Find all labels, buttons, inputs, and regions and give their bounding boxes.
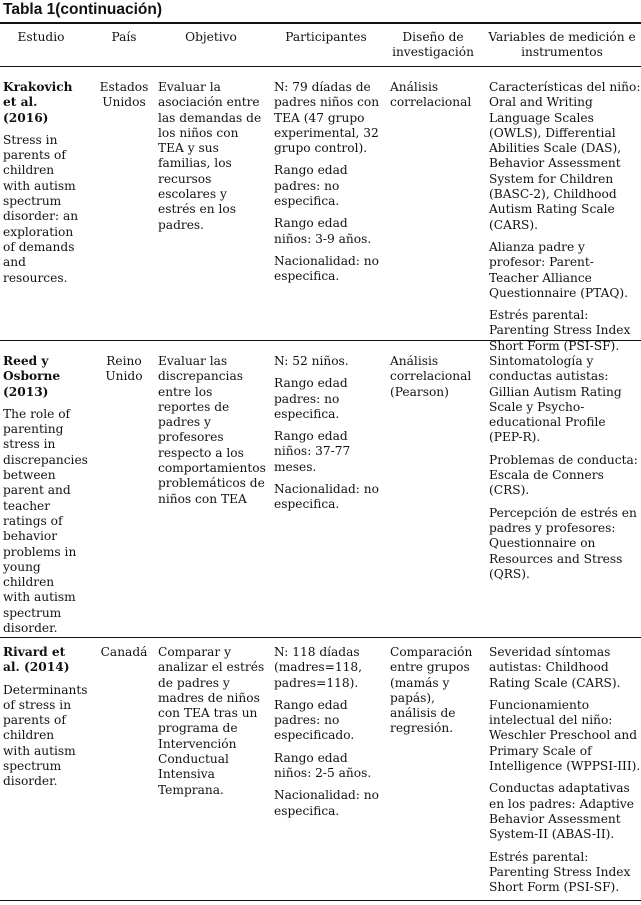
row1-objetivo (158, 80, 268, 240)
table-caption (3, 0, 162, 19)
top-rule (0, 22, 641, 24)
row3-diseno (390, 645, 480, 744)
header-rule (0, 66, 641, 67)
row2-var-3: Percepción de estrés en padres y profesores: Questionnaire on Resources and Stress (QRS). (489, 505, 637, 581)
row2-author: Reed y Osborne (2013) (3, 354, 61, 399)
row3-part-nacionalidad: Nacionalidad: no especifica. (274, 788, 379, 818)
header-variables: Variables de medición e instrumentos (488, 30, 636, 60)
header-pais: País (111, 30, 137, 44)
row1-author: Krakovich et al. (2016) (3, 80, 73, 125)
row1-diseno (390, 80, 480, 118)
row1-estudio (3, 80, 85, 293)
row3-title: Determinants of stress in parents of children with autism spectrum disorder. (3, 682, 88, 789)
header-diseno: Diseño de investigación (392, 30, 474, 60)
row2-diseno (390, 354, 480, 407)
row2-part-edad-padres: Rango edad padres: no especifica. (274, 376, 348, 421)
row2-objetivo (158, 354, 268, 514)
caption-suffix: (continuación) (55, 1, 163, 18)
row3-var-2: Funcionamiento intelectual del niño: Weschler Preschool and Primary Scale of Intelligence (WPPSI-III). (489, 697, 641, 774)
row3-participantes (274, 645, 382, 826)
row3-var-4: Estrés parental: Parenting Stress Index Short Form (PSI-SF). (489, 849, 631, 895)
row1-part-edad-padres: Rango edad padres: no especifica. (274, 163, 348, 209)
header-participantes: Participantes (285, 30, 367, 44)
row2-diseno-text: Análisis correlacional (Pearson) (390, 354, 472, 399)
row3-variables (489, 645, 641, 902)
row2-pais (96, 354, 152, 392)
row1-var-3: Estrés parental: Parenting Stress Index Short Form (PSI-SF). (489, 308, 631, 353)
row2-variables (489, 354, 641, 589)
caption-label: Tabla 1 (3, 1, 56, 18)
row3-part-n: N: 118 díadas (madres=118, padres=118). (274, 645, 363, 690)
row3-part-edad-ninos: Rango edad niños: 2-5 años. (274, 750, 372, 781)
row3-var-3: Conductas adaptativas en los padres: Adaptive Behavior Assessment System-II (ABAS-II). (489, 781, 635, 842)
row1-pais (96, 80, 152, 118)
row2-estudio (3, 354, 88, 643)
row2-participantes (274, 354, 382, 520)
row2-part-edad-ninos: Rango edad niños: 37-77 meses. (274, 429, 351, 474)
row2-var-2: Problemas de conducta: Escala de Conners (CRS). (489, 452, 638, 498)
row1-part-n: N: 79 díadas de padres niños con TEA (47 grupo experimental, 32 grupo control). (274, 80, 380, 156)
row3-objetivo-text: Comparar y analizar el estrés de padres y madres de niños con TEA tras un programa de Intervención Conductual Intensiva Temprana. (158, 645, 265, 797)
row1-var-1: Características del niño: Oral and Writing Language Scales (OWLS), Differential Abilities Scale (DAS), Behavior Assessment System for Children (BASC-2), Childhood Autism Rating Scale (CARS). (489, 80, 641, 232)
row1-variables (489, 80, 641, 361)
row1-title: Stress in parents of children with autism spectrum disorder: an exploration of demands and resources. (3, 132, 79, 285)
row3-estudio (3, 645, 88, 797)
row2-part-nacionalidad: Nacionalidad: no especifica. (274, 482, 379, 512)
row2-part-n: N: 52 niños. (274, 354, 349, 368)
row1-objetivo-text: Evaluar la asociación entre las demandas de los niños con TEA y sus familias, los recursos escolares y estrés en los padres. (158, 80, 262, 232)
row3-diseno-text: Comparación entre grupos (mamás y papás), análisis de regresión. (390, 645, 473, 736)
row1-diseno-text: Análisis correlacional (390, 80, 472, 110)
row1-var-2: Alianza padre y profesor: Parent-Teacher Alliance Questionnaire (PTAQ). (489, 239, 629, 300)
row1-participantes (274, 80, 382, 292)
row2-var-1: Sintomatología y conductas autistas: Gillian Autism Rating Scale y Psycho-educational Profile (PEP-R). (489, 354, 622, 445)
row3-var-1: Severidad síntomas autistas: Childhood Rating Scale (CARS). (489, 645, 621, 690)
row3-pais (96, 645, 152, 667)
row3-objetivo (158, 645, 268, 805)
header-objetivo: Objetivo (185, 30, 237, 44)
row2-objetivo-text: Evaluar las discrepancias entre los reportes de padres y profesores respecto a los comportamientos problemáticos de niños con TEA (158, 354, 266, 506)
row-divider-2 (0, 637, 641, 638)
row3-author: Rivard et al. (2014) (3, 645, 70, 675)
row2-pais-text: Reino Unido (105, 354, 143, 384)
row3-pais-text: Canadá (100, 645, 148, 659)
row3-part-edad-padres: Rango edad padres: no especificado. (274, 697, 355, 743)
row1-part-nacionalidad: Nacionalidad: no especifica. (274, 253, 379, 284)
row2-title: The role of parenting stress in discrepancies between parent and teacher ratings of behavior problems in young children with autism spectrum disorder. (3, 406, 88, 636)
header-estudio: Estudio (17, 30, 65, 44)
row1-part-edad-ninos: Rango edad niños: 3-9 años. (274, 216, 372, 246)
row1-pais-text: Estados Unidos (99, 80, 149, 110)
